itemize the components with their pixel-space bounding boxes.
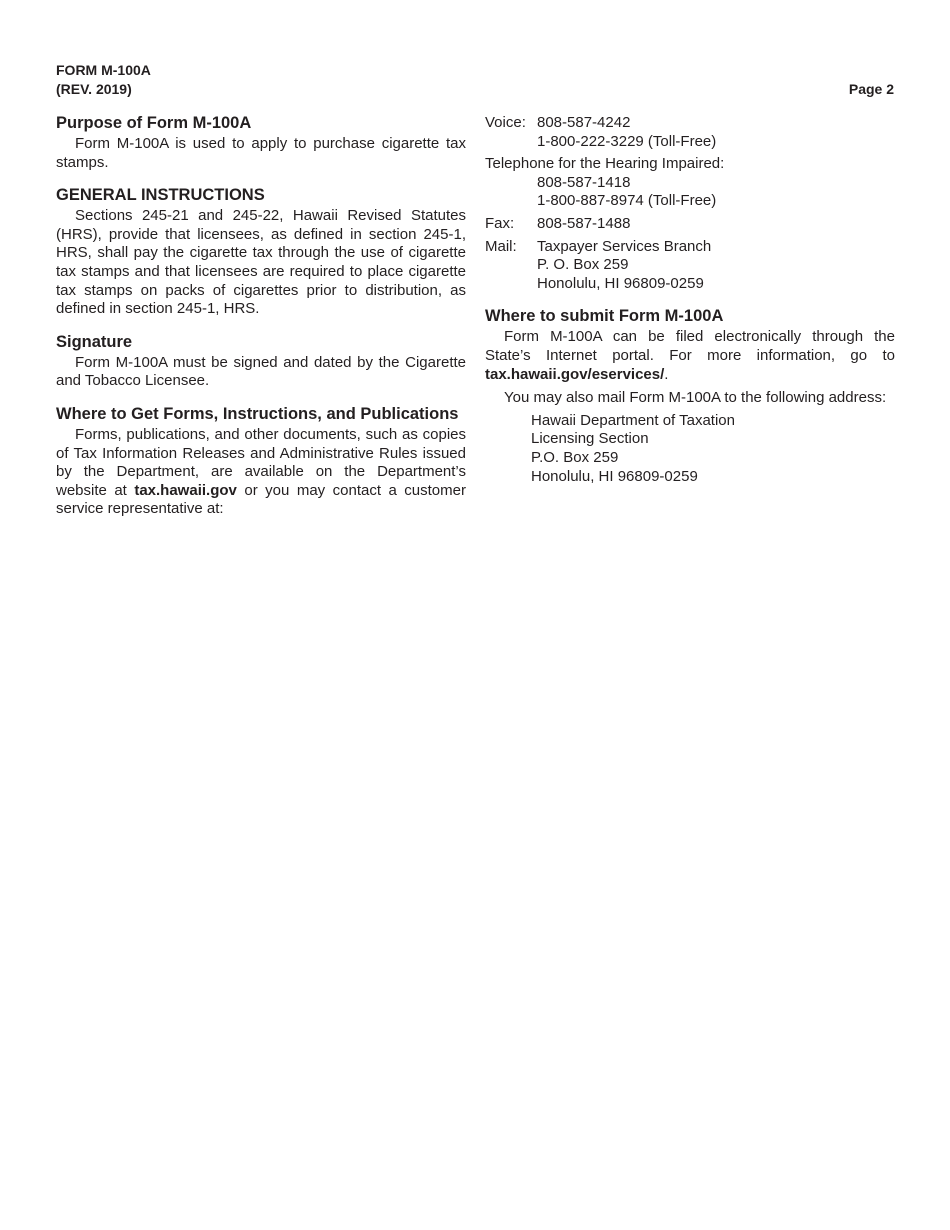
purpose-text: Form M-100A is used to apply to purchase cigarette tax stamps. bbox=[56, 135, 466, 171]
mail-label: Mail: bbox=[485, 237, 517, 255]
form-revision: (REV. 2019) bbox=[56, 81, 132, 97]
address-line: Licensing Section bbox=[531, 430, 649, 448]
mail-row bbox=[485, 238, 895, 294]
right-column bbox=[485, 114, 895, 500]
hearing-impaired-label: Telephone for the Hearing Impaired: bbox=[485, 155, 725, 173]
signature-heading: Signature bbox=[56, 332, 133, 351]
fax-number: 808-587-1488 bbox=[537, 214, 631, 232]
address-line: P.O. Box 259 bbox=[531, 448, 619, 466]
submit-text bbox=[485, 328, 895, 384]
get-forms-text bbox=[56, 426, 466, 519]
mail-line: Honolulu, HI 96809-0259 bbox=[537, 274, 704, 292]
signature-text: Form M-100A must be signed and dated by the Cigarette and Tobacco Licensee. bbox=[56, 353, 466, 390]
mail-intro-text: You may also mail Form M-100A to the following address: bbox=[504, 389, 887, 407]
website-link[interactable]: tax.hawaii.gov bbox=[134, 481, 237, 499]
signature-section bbox=[56, 333, 466, 391]
address-line: Hawaii Department of Taxation bbox=[531, 411, 735, 429]
form-header bbox=[56, 61, 151, 99]
form-number: FORM M-100A bbox=[56, 62, 151, 78]
hearing-impaired-tollfree-number: 1-800-887-8974 (Toll-Free) bbox=[537, 192, 717, 210]
voice-row bbox=[485, 114, 895, 151]
general-instructions-text: Sections 245-21 and 245-22, Hawaii Revised Statutes (HRS), provide that licensees, as defined in section 245-1, HRS, shall pay the cigarette tax through the use of cigarette tax stamps and that licensees are required to place cigarette tax stamps on packs of cigarettes prior to distribution, as defined in section 245-1, HRS. bbox=[56, 207, 466, 318]
get-forms-text-part1: Forms, publications, and other documents, such as copies of Tax Information Releases and Administrative Rules issued by the Department, are available on the Department’s website at bbox=[56, 425, 466, 499]
mailing-address bbox=[485, 412, 895, 486]
submit-text-part2: . bbox=[664, 365, 669, 383]
voice-tollfree-number: 1-800-222-3229 (Toll-Free) bbox=[537, 132, 717, 150]
submit-section bbox=[485, 307, 895, 486]
get-forms-text-part2: or you may contact a customer service representative at: bbox=[56, 481, 466, 518]
mail-line: P. O. Box 259 bbox=[537, 256, 629, 274]
hearing-impaired-number: 808-587-1418 bbox=[537, 173, 631, 191]
voice-number: 808-587-4242 bbox=[537, 114, 631, 131]
fax-label: Fax: bbox=[485, 214, 515, 232]
submit-heading: Where to submit Form M-100A bbox=[485, 307, 724, 326]
address-line: Honolulu, HI 96809-0259 bbox=[531, 467, 698, 485]
eservices-link[interactable]: tax.hawaii.gov/eservices/ bbox=[485, 365, 665, 383]
purpose-section bbox=[56, 114, 466, 172]
voice-label: Voice: bbox=[485, 114, 526, 131]
get-forms-section bbox=[56, 405, 466, 519]
general-instructions-heading: GENERAL INSTRUCTIONS bbox=[56, 186, 265, 205]
general-instructions-section bbox=[56, 186, 466, 319]
get-forms-heading: Where to Get Forms, Instructions, and Publications bbox=[56, 404, 459, 423]
hearing-impaired-block bbox=[485, 155, 895, 211]
mail-line: Taxpayer Services Branch bbox=[537, 237, 712, 255]
fax-row bbox=[485, 215, 895, 234]
purpose-heading: Purpose of Form M-100A bbox=[56, 114, 252, 132]
page-number: Page 2 bbox=[848, 81, 894, 97]
submit-text-part1: Form M-100A can be filed electronically through the State’s Internet portal. For more information, go to bbox=[485, 328, 895, 364]
left-column bbox=[56, 114, 466, 533]
